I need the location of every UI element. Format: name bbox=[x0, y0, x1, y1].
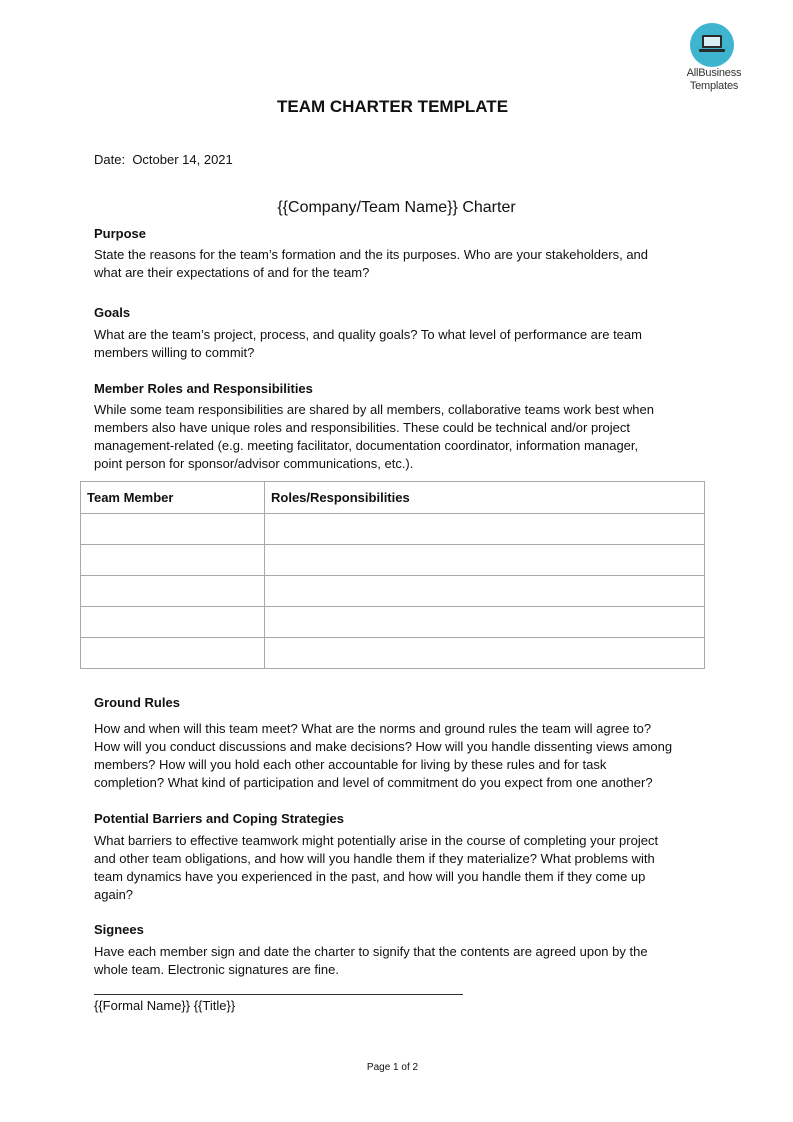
barriers-line: team dynamics have you experienced in the past, and how will you handle them if they come up bbox=[94, 869, 646, 884]
barriers-text bbox=[94, 832, 704, 904]
signees-line: whole team. Electronic signatures are fine. bbox=[94, 962, 339, 977]
table-row bbox=[81, 638, 705, 669]
logo-text bbox=[676, 67, 752, 93]
roles-line: members also have unique roles and responsibilities. These could be technical and/or project bbox=[94, 420, 630, 435]
charter-title: {{Company/Team Name}} Charter bbox=[277, 199, 516, 216]
ground-rules-line: members? How will you hold each other accountable for living by these rules and for task bbox=[94, 757, 607, 772]
date-label: Date: bbox=[94, 152, 126, 167]
team-member-cell[interactable] bbox=[81, 638, 265, 669]
goals-heading: Goals bbox=[94, 305, 131, 320]
table-row bbox=[81, 514, 705, 545]
goals-line: What are the team’s project, process, and quality goals? To what level of performance are team bbox=[94, 327, 642, 342]
logo-line-1: AllBusiness bbox=[686, 67, 742, 79]
document-title: TEAM CHARTER TEMPLATE bbox=[276, 97, 509, 116]
signees-text bbox=[94, 943, 704, 979]
roles-line: management-related (e.g. meeting facilitator, documentation coordinator, information manager, bbox=[94, 438, 639, 453]
ground-rules-heading: Ground Rules bbox=[94, 695, 180, 710]
table-header-team-member: Team Member bbox=[81, 482, 265, 514]
signature-placeholder: {{Formal Name}} {{Title}} bbox=[94, 998, 236, 1013]
signature-line[interactable] bbox=[94, 994, 463, 995]
laptop-icon bbox=[699, 34, 725, 54]
page-number: Page 1 of 2 bbox=[366, 1062, 419, 1073]
ground-rules-line: How will you conduct discussions and make decisions? How will you handle dissenting views among bbox=[94, 739, 673, 754]
goals-line: members willing to commit? bbox=[94, 345, 255, 360]
team-member-cell[interactable] bbox=[81, 514, 265, 545]
table-header-roles: Roles/Responsibilities bbox=[265, 482, 705, 514]
roles-cell[interactable] bbox=[265, 638, 705, 669]
table-header-row bbox=[81, 482, 705, 514]
roles-line: While some team responsibilities are shared by all members, collaborative teams work best when bbox=[94, 402, 654, 417]
table-row bbox=[81, 545, 705, 576]
team-member-cell[interactable] bbox=[81, 576, 265, 607]
ground-rules-text bbox=[94, 720, 704, 792]
table-row bbox=[81, 607, 705, 638]
team-member-cell[interactable] bbox=[81, 607, 265, 638]
roles-heading: Member Roles and Responsibilities bbox=[94, 381, 313, 396]
goals-text bbox=[94, 326, 704, 362]
roles-cell[interactable] bbox=[265, 576, 705, 607]
roles-cell[interactable] bbox=[265, 514, 705, 545]
date-value: October 14, 2021 bbox=[132, 152, 233, 167]
purpose-line: what are their expectations of and for the team? bbox=[94, 265, 370, 280]
roles-text bbox=[94, 401, 704, 473]
barriers-line: and other team obligations, and how will you handle them if they materialize? What problems with bbox=[94, 851, 655, 866]
roles-cell[interactable] bbox=[265, 607, 705, 638]
purpose-heading: Purpose bbox=[94, 226, 147, 241]
barriers-line: again? bbox=[94, 887, 134, 902]
logo-line-2: Templates bbox=[689, 80, 739, 92]
barriers-heading: Potential Barriers and Coping Strategies bbox=[94, 811, 344, 826]
signees-line: Have each member sign and date the charter to signify that the contents are agreed upon by the bbox=[94, 944, 648, 959]
purpose-line: State the reasons for the team’s formation and the its purposes. Who are your stakeholders, and bbox=[94, 247, 649, 262]
date-line bbox=[94, 152, 233, 167]
ground-rules-line: completion? What kind of participation and level of commitment do you expect from one another? bbox=[94, 775, 653, 790]
roles-table bbox=[80, 481, 705, 669]
roles-line: point person for sponsor/advisor communications, etc.). bbox=[94, 456, 414, 471]
logo-badge bbox=[690, 23, 734, 67]
barriers-line: What barriers to effective teamwork might potentially arise in the course of completing your project bbox=[94, 833, 659, 848]
team-member-cell[interactable] bbox=[81, 545, 265, 576]
roles-cell[interactable] bbox=[265, 545, 705, 576]
table-row bbox=[81, 576, 705, 607]
signees-heading: Signees bbox=[94, 922, 144, 937]
purpose-text bbox=[94, 246, 704, 282]
ground-rules-line: How and when will this team meet? What are the norms and ground rules the team will agree to? bbox=[94, 721, 652, 736]
